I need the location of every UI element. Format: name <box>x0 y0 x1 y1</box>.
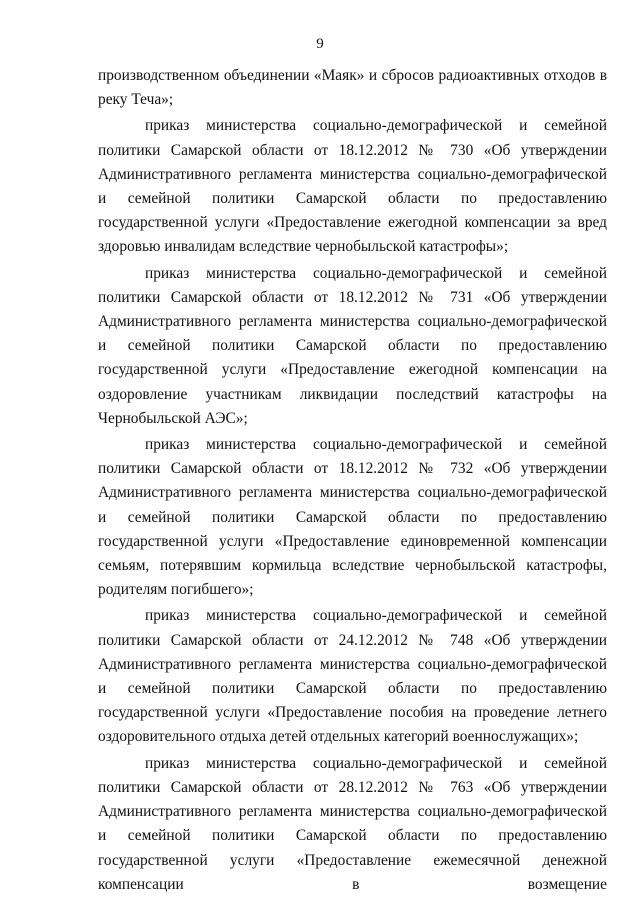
paragraph-order-763: приказ министерства социально-демографической и семейной политики Самарской области от 28.12.2012 № 763 «Об утверждении Административного регламента министерства социально-демографической и семейной политики Самарской области по предоставлению государственной услуги «Предоставление ежемесячной денежной компенсации в возмещение <box>98 754 607 893</box>
document-body <box>98 64 607 897</box>
paragraph-order-731: приказ министерства социально-демографической и семейной политики Самарской области от 18.12.2012 № 731 «Об утверждении Административного регламента министерства социально-демографической и семейной политики Самарской области по предоставлению государственной услуги «Предоставление ежегодной компенсации на оздоровление участникам ликвидации последствий катастрофы на Чернобыльской АЭС»; <box>98 264 607 427</box>
paragraph-order-748: приказ министерства социально-демографической и семейной политики Самарской области от 24.12.2012 № 748 «Об утверждении Административного регламента министерства социально-демографической и семейной политики Самарской области по предоставлению государственной услуги «Предоставление пособия на проведение летнего оздоровительного отдыха детей отдельных категорий военнослужащих»; <box>98 607 607 746</box>
page-number: 9 <box>316 36 324 52</box>
paragraph-continuation: производственном объединении «Маяк» и сбросов радиоактивных отходов в реку Теча»; <box>98 67 607 109</box>
paragraph-order-730: приказ министерства социально-демографической и семейной политики Самарской области от 18.12.2012 № 730 «Об утверждении Административного регламента министерства социально-демографической и семейной политики Самарской области по предоставлению государственной услуги «Предоставление ежегодной компенсации за вред здоровью инвалидам вследствие чернобыльской катастрофы»; <box>98 117 607 256</box>
paragraph-order-732: приказ министерства социально-демографической и семейной политики Самарской области от 18.12.2012 № 732 «Об утверждении Административного регламента министерства социально-демографической и семейной политики Самарской области по предоставлению государственной услуги «Предоставление единовременной компенсации семьям, потерявшим кормильца вследствие чернобыльской катастрофы, родителям погибшего»; <box>98 436 607 599</box>
